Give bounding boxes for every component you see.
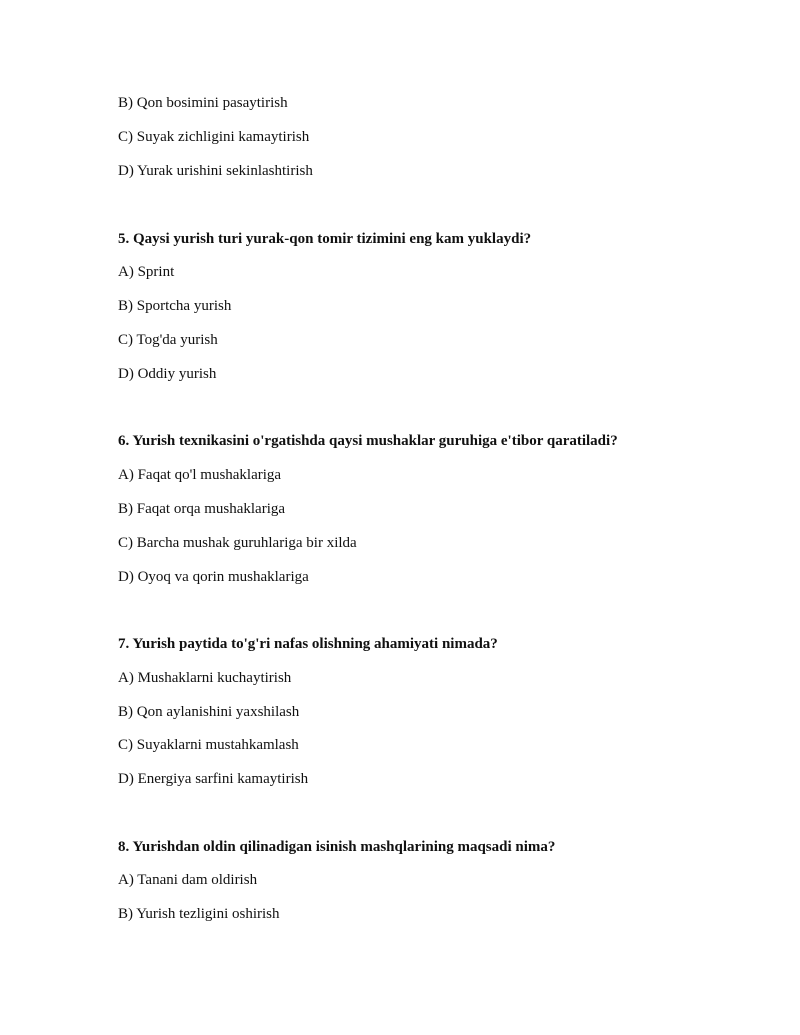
option-6b: B) Faqat orqa mushaklariga xyxy=(118,501,286,517)
question-6: 6. Yurish texnikasini o'rgatishda qaysi mushaklar guruhiga e'tibor qaratiladi? xyxy=(118,433,618,449)
option-8a: A) Tanani dam oldirish xyxy=(118,872,258,888)
option-7d: D) Energiya sarfini kamaytirish xyxy=(118,771,309,787)
question-8: 8. Yurishdan oldin qilinadigan isinish mashqlarining maqsadi nima? xyxy=(118,839,556,855)
option-4b: B) Qon bosimini pasaytirish xyxy=(118,95,288,111)
question-5: 5. Qaysi yurish turi yurak-qon tomir tizimini eng kam yuklaydi? xyxy=(118,231,532,247)
option-8b: B) Yurish tezligini oshirish xyxy=(118,906,280,922)
option-4c: C) Suyak zichligini kamaytirish xyxy=(118,129,310,145)
option-5d: D) Oddiy yurish xyxy=(118,366,217,382)
option-6c: C) Barcha mushak guruhlariga bir xilda xyxy=(118,535,357,551)
option-7b: B) Qon aylanishini yaxshilash xyxy=(118,704,300,720)
option-5c: C) Tog'da yurish xyxy=(118,332,218,348)
question-7: 7. Yurish paytida to'g'ri nafas olishning ahamiyati nimada? xyxy=(118,636,498,652)
option-5a: A) Sprint xyxy=(118,264,175,280)
option-6a: A) Faqat qo'l mushaklariga xyxy=(118,467,282,483)
option-7c: C) Suyaklarni mustahkamlash xyxy=(118,737,299,753)
option-4d: D) Yurak urishini sekinlashtirish xyxy=(118,163,313,179)
option-5b: B) Sportcha yurish xyxy=(118,298,232,314)
option-7a: A) Mushaklarni kuchaytirish xyxy=(118,670,292,686)
option-6d: D) Oyoq va qorin mushaklariga xyxy=(118,569,309,585)
